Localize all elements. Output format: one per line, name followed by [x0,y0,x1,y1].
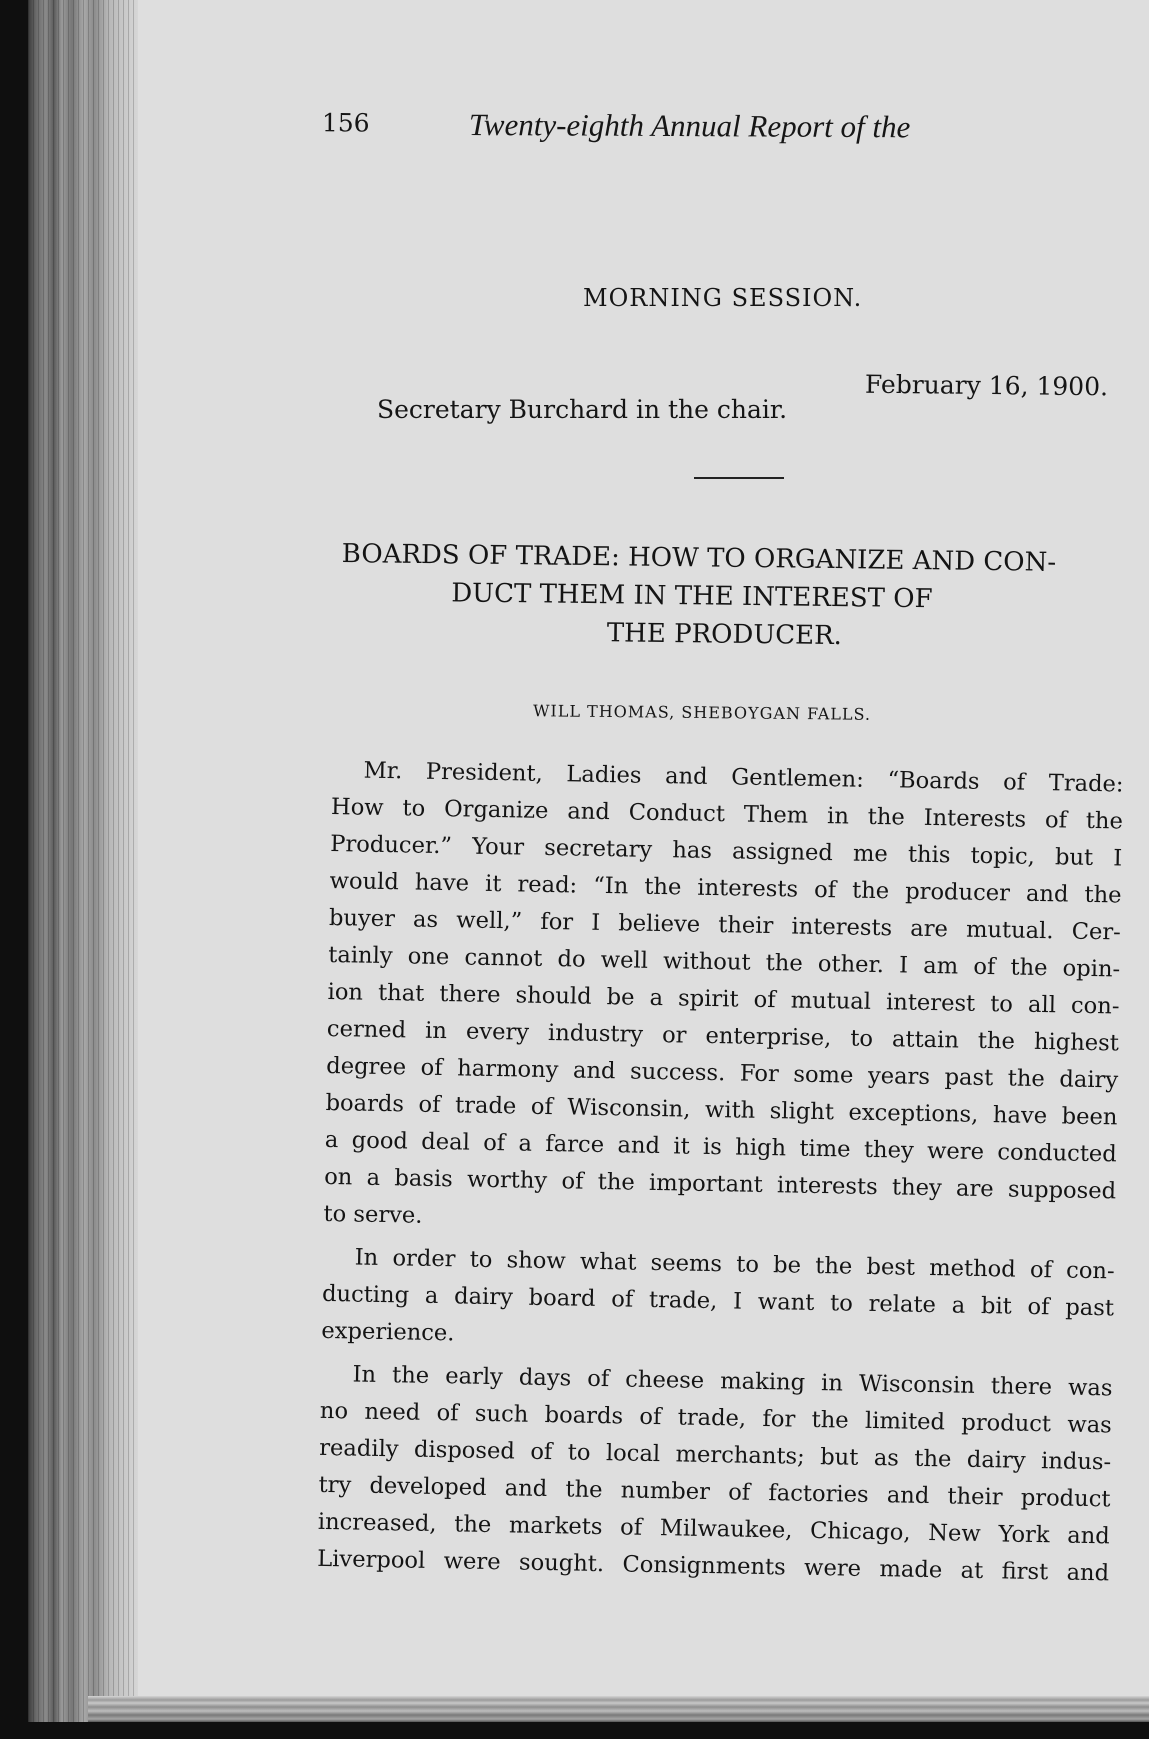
text-line: a good deal of a farce and it is high time they were conducted [324,1126,1117,1168]
session-date: February 16, 1900. [864,369,1109,402]
paragraph [321,1239,1115,1364]
text-line: Producer.” Your secretary has assigned me this topic, but I [330,830,1123,872]
page-bottom-edge [88,1696,1149,1722]
text-line: In the early days of cheese making in Wisconsin there was [352,1361,1113,1402]
text-line: experience. [321,1317,455,1347]
text-line: ion that there should be a spirit of mutual interest to all con- [327,978,1120,1020]
page-edge-lines [28,0,138,1722]
byline: WILL THOMAS, SHEBOYGAN FALLS. [532,701,872,724]
text-line: cerned in every industry or enterprise, to attain the highest [326,1015,1120,1057]
article-title [341,535,1132,659]
text-line: increased, the markets of Milwaukee, Chicago, New York and [317,1508,1110,1550]
session-heading: MORNING SESSION. [583,284,863,312]
text-line: degree of harmony and success. For some years past the dairy [326,1052,1119,1094]
running-title: Twenty-eighth Annual Report of the [468,106,911,145]
paragraph [317,1356,1113,1592]
text-line: Liverpool were sought. Consignments were made at first and [316,1545,1110,1587]
text-line: Mr. President, Ladies and Gentlemen: “Boards of Trade: [363,757,1124,798]
article-title-line: BOARDS OF TRADE: HOW TO ORGANIZE AND CON- [341,538,1057,578]
text-line: would have it read: “In the interests of the producer and the [329,867,1122,909]
text-line: no need of such boards of trade, for the limited product was [319,1397,1113,1439]
paragraph [323,752,1124,1247]
article-title-line: DUCT THEM IN THE INTEREST OF [451,578,933,615]
article-body [317,752,1124,1592]
text-line: to serve. [323,1200,423,1229]
article-title-line: THE PRODUCER. [606,618,843,652]
text-line: readily disposed of to local merchants; but as the dairy indus- [319,1434,1112,1476]
text-line: How to Organize and Conduct Them in the Interests of the [330,793,1124,835]
chair-note: Secretary Burchard in the chair. [377,395,788,424]
text-line: In order to show what seems to be the best method of con- [354,1244,1115,1285]
section-rule [694,477,784,479]
text-line: on a basis worthy of the important interests they are supposed [323,1163,1117,1205]
text-line: tainly one cannot do well without the other. I am of the opin- [328,941,1121,983]
text-line: boards of trade of Wisconsin, with slight exceptions, have been [325,1089,1118,1131]
text-line: ducting a dairy board of trade, I want to relate a bit of past [321,1280,1115,1322]
text-line: buyer as well,” for I believe their interests are mutual. Cer- [328,904,1122,946]
page-number: 156 [321,108,370,138]
text-line: try developed and the number of factories and their product [318,1471,1111,1513]
